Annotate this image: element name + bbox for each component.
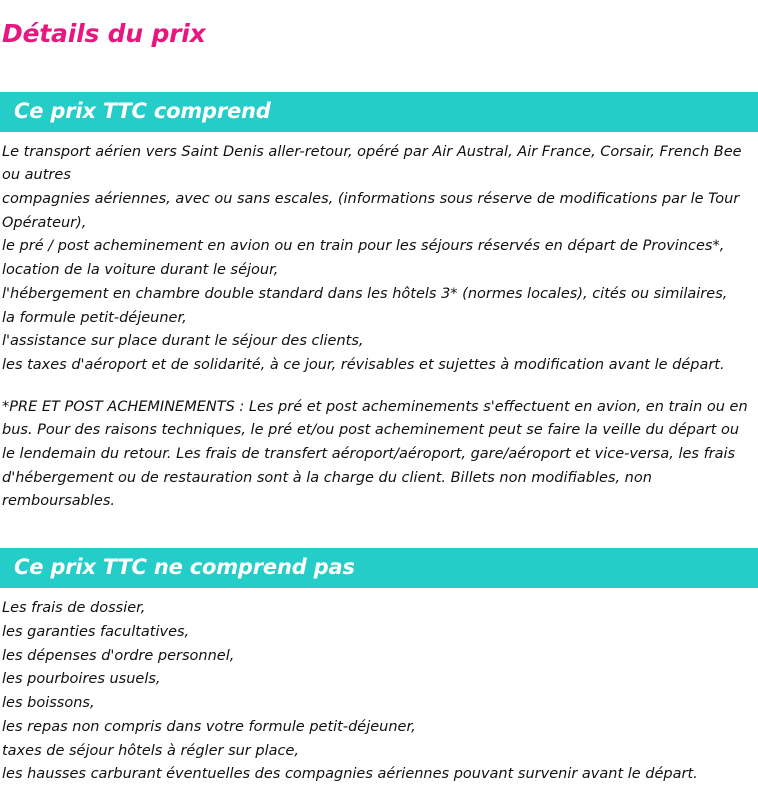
list-item: compagnies aériennes, avec ou sans escales, (informations sous réserve de modifications par le Tour Opérateur), [2, 191, 744, 231]
list-item: taxes de séjour hôtels à régler sur place, [2, 742, 300, 759]
paragraph-spacer [2, 378, 756, 396]
list-item: les pourboires usuels, [2, 671, 161, 688]
list-item: Les frais de dossier, [2, 600, 146, 617]
title-spacer [0, 48, 758, 92]
list-item: Le transport aérien vers Saint Denis aller-retour, opéré par Air Austral, Air France, Corsair, French Bee ou autres [2, 143, 747, 184]
section-included [0, 92, 758, 515]
list-item: location de la voiture durant le séjour, [2, 262, 279, 279]
list-item: les taxes d'aéroport et de solidarité, à ce jour, révisables et sujettes à modification avant le départ. [2, 356, 725, 373]
list-item: l'hébergement en chambre double standard dans les hôtels 3* (normes locales), cités ou similaires, [2, 285, 728, 302]
pre-post-acheminements-note: *PRE ET POST ACHEMINEMENTS : Les pré et post acheminements s'effectuent en avion, en train ou en bus. Pour des raisons techniques, le pré et/ou post acheminement peut se faire la veille du départ ou le lendemain du retour. Les frais de transfert aéroport/aéroport, gare/aéroport et vice-versa, les frais d'hébergement ou de restauration sont à la charge du client. Billets non modifiables, non remboursables. [2, 398, 748, 510]
section-included-body [0, 132, 758, 515]
list-item: les hausses carburant éventuelles des compagnies aériennes pouvant survenir avant le départ. [2, 766, 698, 783]
section-not-included-body [0, 588, 758, 787]
section-included-header: Ce prix TTC comprend [0, 92, 758, 132]
list-item: l'assistance sur place durant le séjour des clients, [2, 333, 364, 350]
list-item: le pré / post acheminement en avion ou en train pour les séjours réservés en départ de Provinces*, [2, 238, 725, 255]
section-not-included-header: Ce prix TTC ne comprend pas [0, 548, 758, 588]
section-spacer [0, 514, 758, 548]
list-item: les garanties facultatives, [2, 624, 190, 641]
list-item: la formule petit-déjeuner, [2, 309, 187, 326]
list-item: les dépenses d'ordre personnel, [2, 647, 235, 664]
page-title: Détails du prix [2, 19, 206, 48]
list-item: les repas non compris dans votre formule petit-déjeuner, [2, 718, 416, 735]
list-item: les boissons, [2, 695, 95, 712]
section-not-included [0, 548, 758, 787]
